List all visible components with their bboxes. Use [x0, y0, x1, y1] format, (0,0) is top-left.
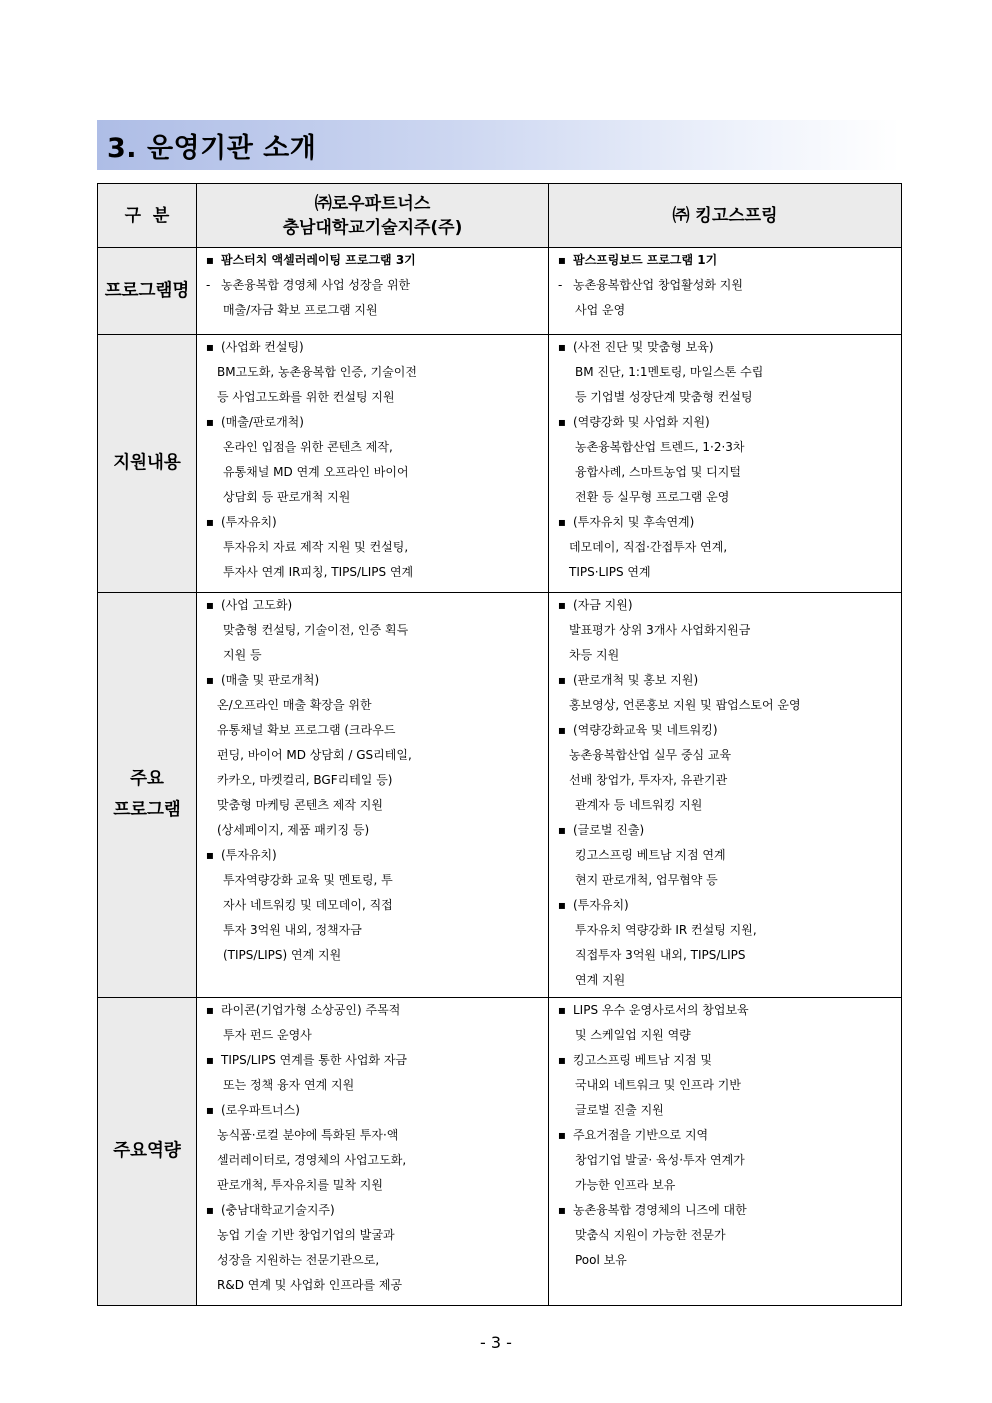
bullet-item [549, 248, 901, 273]
item-text: 연계 지원 [575, 973, 626, 987]
page-number: - 3 - [480, 1333, 512, 1352]
item-text: 농업 기술 기반 창업기업의 발굴과 [217, 1228, 395, 1242]
item-text: (사업 고도화) [221, 598, 293, 612]
dash-marker-icon: - [206, 278, 211, 292]
square-bullet-icon: ▪ [205, 340, 215, 354]
continuation-line [197, 298, 548, 323]
item-text: (TIPS/LIPS) 연계 지원 [223, 948, 342, 962]
continuation-line [197, 618, 548, 643]
item-text: 카카오, 마켓컬리, BGF리테일 등) [217, 773, 393, 787]
continuation-line [197, 1273, 548, 1298]
square-bullet-icon: ▪ [205, 1053, 215, 1067]
bullet-item [549, 893, 901, 918]
continuation-line [197, 460, 548, 485]
row-program-name-col1 [197, 248, 549, 335]
continuation-line [197, 1223, 548, 1248]
item-text: Pool 보유 [575, 1253, 627, 1267]
item-text: 팜스터치 액셀러레이팅 프로그램 3기 [221, 253, 416, 267]
row-label-text: 프로그램 [113, 800, 181, 820]
bullet-item [549, 1123, 901, 1148]
continuation-line [549, 1223, 901, 1248]
bullet-item [549, 510, 901, 535]
item-text: 투자유치 역량강화 IR 컨설팅 지원, [575, 923, 757, 937]
row-support-content-col2 [549, 335, 902, 593]
item-text: (매출/판로개척) [221, 415, 304, 429]
square-bullet-icon: ▪ [557, 253, 567, 267]
item-text: 농촌융복합산업 트렌드, 1·2·3차 [575, 440, 745, 454]
item-text: 차등 지원 [569, 648, 620, 662]
item-text: BM고도화, 농촌융복합 인증, 기술이전 [217, 365, 417, 379]
square-bullet-icon: ▪ [205, 253, 215, 267]
row-label-support-content [98, 335, 197, 593]
item-text: (충남대학교기술지주) [221, 1203, 335, 1217]
continuation-line [549, 843, 901, 868]
item-text: TIPS/LIPS 연계를 통한 사업화 자금 [221, 1053, 408, 1067]
continuation-line [549, 793, 901, 818]
square-bullet-icon: ▪ [557, 340, 567, 354]
bullet-item [549, 593, 901, 618]
item-text: 주요거점을 기반으로 지역 [573, 1128, 709, 1142]
row-support-content-col1 [197, 335, 549, 593]
item-text: (사업화 컨설팅) [221, 340, 304, 354]
continuation-line [197, 693, 548, 718]
continuation-line [197, 1173, 548, 1198]
item-text: 상담회 등 판로개척 지원 [223, 490, 351, 504]
item-text: 농촌융복합 경영체 사업 성장을 위한 [221, 278, 411, 292]
square-bullet-icon: ▪ [205, 598, 215, 612]
continuation-line [549, 968, 901, 993]
row-core-capabilities-col1 [197, 998, 549, 1306]
row-main-programs-col1 [197, 593, 549, 998]
item-text: (투자유치) [573, 898, 629, 912]
continuation-line [549, 868, 901, 893]
item-text: 홍보영상, 언론홍보 지원 및 팝업스토어 운영 [569, 698, 801, 712]
square-bullet-icon: ▪ [205, 1203, 215, 1217]
item-text: 킹고스프링 베트남 지점 연계 [575, 848, 726, 862]
item-text: (투자유치 및 후속연계) [573, 515, 695, 529]
item-text: (자금 지원) [573, 598, 633, 612]
row-core-capabilities-col2 [549, 998, 902, 1306]
item-text: 온라인 입점을 위한 콘텐츠 제작, [223, 440, 393, 454]
square-bullet-icon: ▪ [557, 1053, 567, 1067]
continuation-line [197, 768, 548, 793]
bullet-item [549, 668, 901, 693]
continuation-line [549, 1248, 901, 1273]
square-bullet-icon: ▪ [205, 1003, 215, 1017]
continuation-line [549, 435, 901, 460]
row-label-text: 지원내용 [113, 453, 181, 473]
bullet-item [197, 1098, 548, 1123]
continuation-line [197, 385, 548, 410]
row-program-name-col2 [549, 248, 902, 335]
item-text: R&D 연계 및 사업화 인프라를 제공 [217, 1278, 403, 1292]
bullet-item [549, 998, 901, 1023]
square-bullet-icon: ▪ [557, 1203, 567, 1217]
continuation-line [549, 385, 901, 410]
item-text: (글로벌 진출) [573, 823, 645, 837]
square-bullet-icon: ▪ [557, 1128, 567, 1142]
continuation-line [549, 943, 901, 968]
item-text: 맞춤형 마케팅 콘텐츠 제작 지원 [217, 798, 383, 812]
item-text: (역량강화교육 및 네트워킹) [573, 723, 718, 737]
continuation-line [197, 943, 548, 968]
item-text: 농식품·로컬 분야에 특화된 투자·액 [217, 1128, 399, 1142]
square-bullet-icon: ▪ [557, 673, 567, 687]
square-bullet-icon: ▪ [557, 823, 567, 837]
row-label-core-capabilities [98, 998, 197, 1306]
bullet-item [549, 410, 901, 435]
row-label-text: 프로그램명 [104, 280, 190, 301]
continuation-line [197, 818, 548, 843]
section-title: 3. 운영기관 소개 [107, 132, 317, 164]
table-row [98, 998, 902, 1306]
square-bullet-icon: ▪ [557, 1003, 567, 1017]
table-row [98, 593, 902, 998]
square-bullet-icon: ▪ [557, 415, 567, 429]
item-text: 현지 판로개척, 업무협약 등 [575, 873, 718, 887]
item-text: 융합사례, 스마트농업 및 디지털 [575, 465, 741, 479]
item-text: 온/오프라인 매출 확장을 위한 [217, 698, 372, 712]
item-text: 팜스프링보드 프로그램 1기 [573, 253, 718, 267]
item-text: 농촌융복합산업 실무 중심 교육 [569, 748, 732, 762]
item-text: 판로개척, 투자유치를 밀착 지원 [217, 1178, 383, 1192]
header-org1-line2: 충남대학교기술지주(주) [282, 217, 463, 238]
item-text: 선배 창업가, 투자자, 유관기관 [569, 773, 728, 787]
item-text: 투자유치 자료 제작 지원 및 컨설팅, [223, 540, 409, 554]
item-text: 킹고스프링 베트남 지점 및 [573, 1053, 712, 1067]
bullet-item [549, 335, 901, 360]
table-header-row [98, 184, 902, 248]
row-label-text: 주요역량 [113, 1141, 181, 1161]
item-text: (판로개척 및 홍보 지원) [573, 673, 699, 687]
dash-marker-icon: - [558, 278, 563, 292]
continuation-line [549, 643, 901, 668]
item-text: 맞춤식 지원이 가능한 전문가 [575, 1228, 726, 1242]
item-text: 가능한 인프라 보유 [575, 1178, 676, 1192]
item-text: 농촌융복합 경영체의 니즈에 대한 [573, 1203, 747, 1217]
row-label-program-name [98, 248, 197, 335]
bullet-item [197, 1198, 548, 1223]
square-bullet-icon: ▪ [557, 898, 567, 912]
continuation-line [197, 485, 548, 510]
item-text: 펀딩, 바이어 MD 상담회 / GS리테일, [217, 748, 412, 762]
item-text: 매출/자금 확보 프로그램 지원 [223, 303, 378, 317]
item-text: 전환 등 실무형 프로그램 운영 [575, 490, 730, 504]
header-org1 [197, 184, 549, 248]
continuation-line [549, 1098, 901, 1123]
item-text: 지원 등 [223, 648, 262, 662]
bullet-item [197, 593, 548, 618]
item-text: (로우파트너스) [221, 1103, 300, 1117]
continuation-line [197, 718, 548, 743]
square-bullet-icon: ▪ [205, 848, 215, 862]
item-text: 또는 정책 융자 연계 지원 [223, 1078, 355, 1092]
continuation-line [549, 535, 901, 560]
row-label-main-programs [98, 593, 197, 998]
bullet-item [549, 818, 901, 843]
item-text: 관계자 등 네트워킹 지원 [575, 798, 703, 812]
org-info-table [97, 183, 902, 1306]
square-bullet-icon: ▪ [557, 515, 567, 529]
square-bullet-icon: ▪ [557, 598, 567, 612]
item-text: 국내외 네트워크 및 인프라 기반 [575, 1078, 741, 1092]
bullet-item [197, 843, 548, 868]
item-text: (역량강화 및 사업화 지원) [573, 415, 710, 429]
continuation-line [197, 793, 548, 818]
continuation-line [549, 618, 901, 643]
continuation-line [197, 560, 548, 585]
item-text: 자사 네트워킹 및 데모데이, 직접 [223, 898, 393, 912]
item-text: 투자역량강화 교육 및 멘토링, 투 [223, 873, 393, 887]
continuation-line [549, 743, 901, 768]
continuation-line [197, 435, 548, 460]
item-text: 직접투자 3억원 내외, TIPS/LIPS [575, 948, 746, 962]
bullet-item [197, 248, 548, 273]
item-text: 라이콘(기업가형 소상공인) 주목적 [221, 1003, 401, 1017]
item-text: 창업기업 발굴· 육성·투자 연계가 [575, 1153, 745, 1167]
continuation-line [197, 360, 548, 385]
square-bullet-icon: ▪ [205, 1103, 215, 1117]
continuation-line [549, 1023, 901, 1048]
continuation-line [549, 1073, 901, 1098]
item-text: (사전 진단 및 맞춤형 보육) [573, 340, 714, 354]
item-text: 투자사 연계 IR피칭, TIPS/LIPS 연계 [223, 565, 414, 579]
continuation-line [197, 893, 548, 918]
continuation-line [549, 360, 901, 385]
continuation-line [549, 1148, 901, 1173]
bullet-item [549, 718, 901, 743]
square-bullet-icon: ▪ [205, 515, 215, 529]
bullet-item [197, 510, 548, 535]
dash-item [197, 273, 548, 298]
bullet-item [197, 335, 548, 360]
continuation-line [197, 743, 548, 768]
bullet-item [197, 998, 548, 1023]
item-text: TIPS·LIPS 연계 [569, 565, 651, 579]
item-text: 셀러레이터로, 경영체의 사업고도화, [217, 1153, 407, 1167]
row-label-text: 주요 [130, 769, 164, 789]
continuation-line [549, 693, 901, 718]
continuation-line [197, 535, 548, 560]
item-text: 등 사업고도화를 위한 컨설팅 지원 [217, 390, 395, 404]
square-bullet-icon: ▪ [205, 415, 215, 429]
item-text: BM 진단, 1:1멘토링, 마일스톤 수립 [575, 365, 764, 379]
continuation-line [549, 485, 901, 510]
row-main-programs-col2 [549, 593, 902, 998]
continuation-line [549, 768, 901, 793]
item-text: 투자 3억원 내외, 정책자금 [223, 923, 362, 937]
item-text: 맞춤형 컨설팅, 기술이전, 인증 획득 [223, 623, 409, 637]
item-text: (매출 및 판로개척) [221, 673, 320, 687]
item-text: 성장을 지원하는 전문기관으로, [217, 1253, 380, 1267]
continuation-line [197, 1023, 548, 1048]
dash-item [549, 273, 901, 298]
square-bullet-icon: ▪ [205, 673, 215, 687]
continuation-line [197, 1123, 548, 1148]
item-text: 글로벌 진출 지원 [575, 1103, 664, 1117]
continuation-line [197, 918, 548, 943]
item-text: 유통채널 MD 연계 오프라인 바이어 [223, 465, 409, 479]
continuation-line [549, 560, 901, 585]
square-bullet-icon: ▪ [557, 723, 567, 737]
continuation-line [197, 868, 548, 893]
continuation-line [197, 1148, 548, 1173]
bullet-item [549, 1048, 901, 1073]
item-text: 농촌융복합산업 창업활성화 지원 [573, 278, 743, 292]
continuation-line [197, 1248, 548, 1273]
bullet-item [197, 410, 548, 435]
section-title-bar [97, 120, 900, 170]
header-org1-line1: ㈜로우파트너스 [314, 193, 431, 214]
continuation-line [549, 1173, 901, 1198]
table-row [98, 335, 902, 593]
item-text: (상세페이지, 제품 패키징 등) [217, 823, 370, 837]
item-text: 유통채널 확보 프로그램 (크라우드 [217, 723, 396, 737]
continuation-line [549, 918, 901, 943]
item-text: 및 스케일업 지원 역량 [575, 1028, 691, 1042]
item-text: 등 기업별 성장단계 맞춤형 컨설팅 [575, 390, 753, 404]
item-text: (투자유치) [221, 515, 277, 529]
item-text: (투자유치) [221, 848, 277, 862]
bullet-item [197, 668, 548, 693]
bullet-item [197, 1048, 548, 1073]
table-row [98, 248, 902, 335]
continuation-line [549, 460, 901, 485]
item-text: 사업 운영 [575, 303, 626, 317]
item-text: 투자 펀드 운영사 [223, 1028, 312, 1042]
continuation-line [197, 1073, 548, 1098]
item-text: 데모데이, 직접·간접투자 연계, [569, 540, 728, 554]
header-org2: ㈜ 킹고스프링 [549, 184, 902, 248]
continuation-line [549, 298, 901, 323]
header-category: 구 분 [98, 184, 197, 248]
bullet-item [549, 1198, 901, 1223]
continuation-line [197, 643, 548, 668]
item-text: LIPS 우수 운영사로서의 창업보육 [573, 1003, 749, 1017]
item-text: 발표평가 상위 3개사 사업화지원금 [569, 623, 751, 637]
